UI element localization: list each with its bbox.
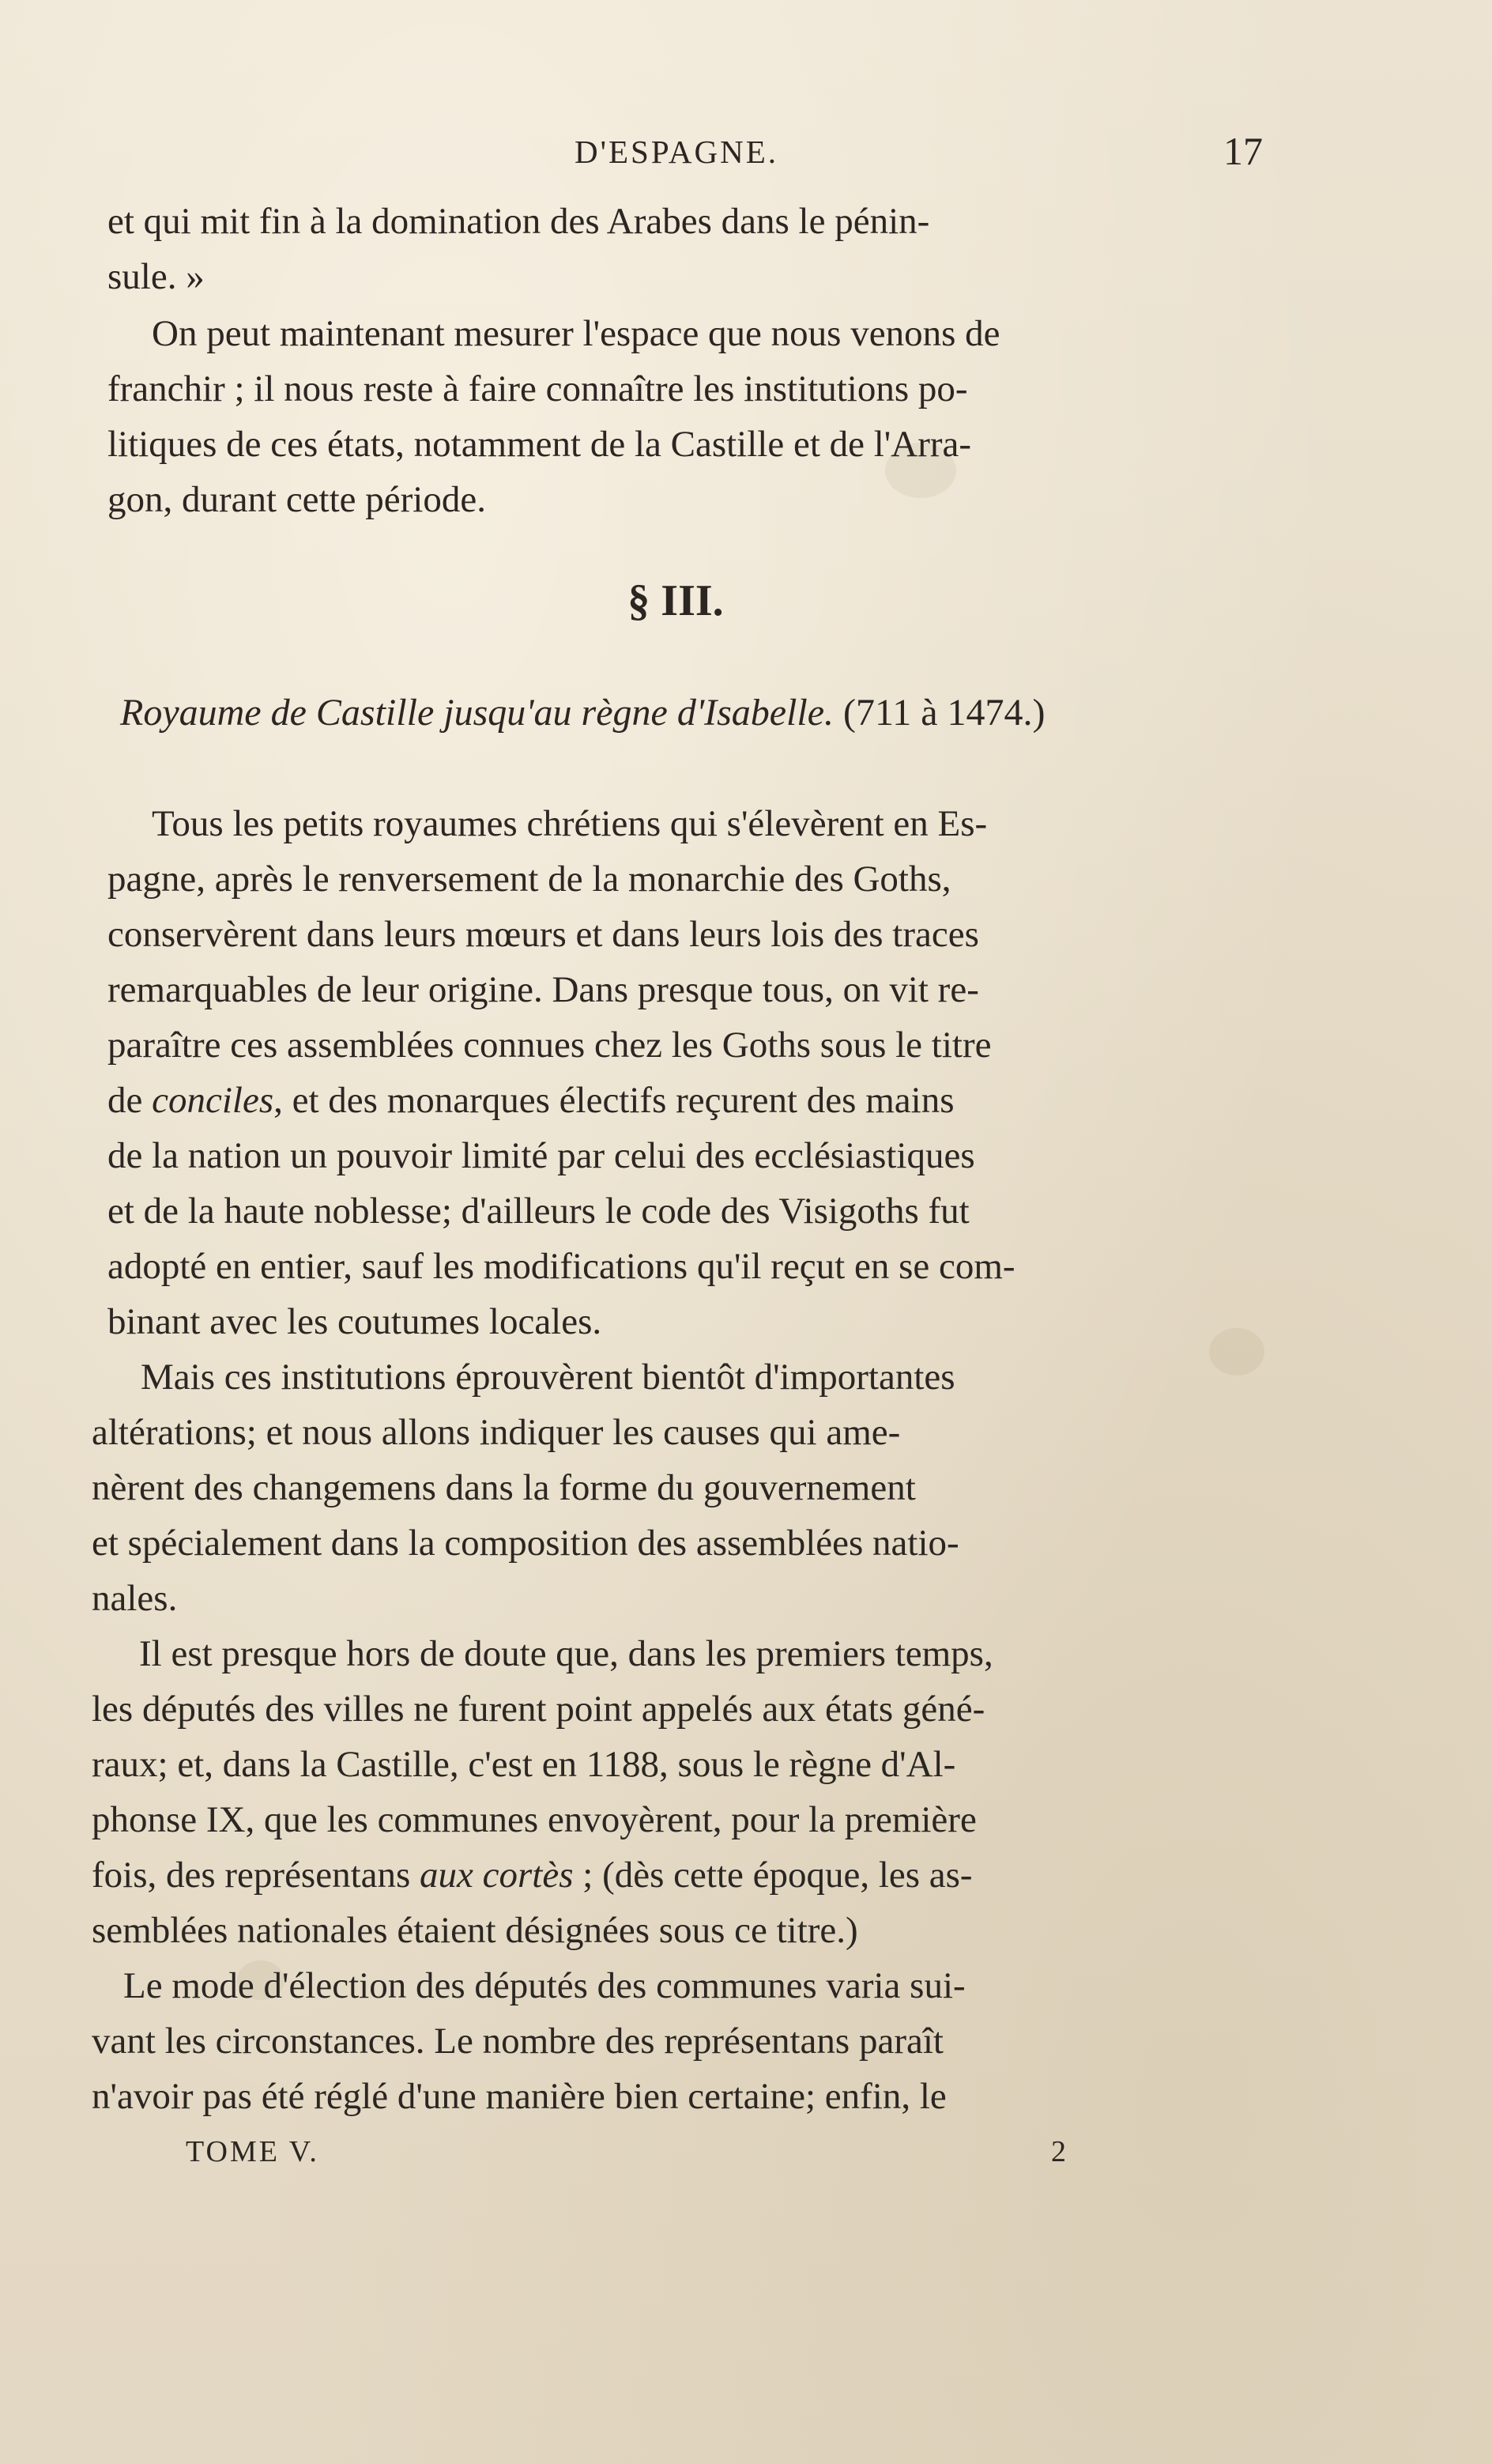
text-line: remarquables de leur origine. Dans presque tous, on vit re- [107, 969, 979, 1010]
text-line: n'avoir pas été réglé d'une manière bien certaine; enfin, le [92, 2076, 947, 2117]
text-line: vant les circonstances. Le nombre des représentans paraît [92, 2021, 944, 2062]
text-line: adopté en entier, sauf les modifications qu'il reçut en se com- [107, 1246, 1015, 1287]
section-title-text: Royaume de Castille jusqu'au règne d'Isabelle. [120, 692, 835, 734]
text-line: paraître ces assemblées connues chez les Goths sous le titre [107, 1024, 992, 1066]
section-title [120, 688, 1294, 738]
text-line: et qui mit fin à la domination des Arabes dans le pénin- [107, 201, 930, 242]
text-line: et spécialement dans la composition des assemblées natio- [92, 1523, 959, 1564]
text-line: nèrent des changemens dans la forme du gouvernement [92, 1467, 916, 1508]
text-line: les députés des villes ne furent point appelés aux états géné- [92, 1689, 985, 1730]
text-line: gon, durant cette période. [107, 479, 486, 520]
section-title-dates: (711 à 1474.) [843, 692, 1046, 734]
text-span: fois, des représentans [92, 1855, 420, 1896]
text-line: Tous les petits royaumes chrétiens qui s'élevèrent en Es- [152, 803, 988, 844]
text-line: sule. » [107, 256, 205, 297]
italic-term: conciles [152, 1080, 274, 1121]
text-line [107, 1077, 954, 1124]
text-line: pagne, après le renversement de la monarchie des Goths, [107, 858, 951, 900]
volume-label: TOME V. [186, 2135, 319, 2168]
text-line: nales. [92, 1578, 178, 1619]
text-line: raux; et, dans la Castille, c'est en 1188, sous le règne d'Al- [92, 1744, 956, 1785]
text-line: binant avec les coutumes locales. [107, 1301, 602, 1342]
text-line: de la nation un pouvoir limité par celui des ecclésiastiques [107, 1135, 975, 1176]
text-span: , et des monarques électifs reçurent des mains [273, 1080, 955, 1121]
text-line [92, 1851, 973, 1899]
italic-term: aux cortès [420, 1855, 574, 1896]
text-span: de [107, 1080, 153, 1121]
text-line: phonse IX, que les communes envoyèrent, pour la première [92, 1799, 977, 1840]
signature-mark: 2 [1051, 2135, 1066, 2168]
page-number: 17 [1223, 129, 1263, 173]
text-line: semblées nationales étaient désignées sous ce titre.) [92, 1910, 858, 1951]
text-line: et de la haute noblesse; d'ailleurs le code des Visigoths fut [107, 1190, 970, 1232]
page-body [89, 0, 1263, 2464]
text-line: franchir ; il nous reste à faire connaître les institutions po- [107, 368, 968, 409]
text-line: litiques de ces états, notamment de la Castille et de l'Arra- [107, 424, 972, 465]
text-line: Mais ces institutions éprouvèrent bientôt d'importantes [141, 1357, 955, 1398]
text-line: altérations; et nous allons indiquer les causes qui ame- [92, 1412, 901, 1453]
text-line: conservèrent dans leurs mœurs et dans leurs lois des traces [107, 914, 979, 955]
text-line: Le mode d'élection des députés des communes varia sui- [123, 1965, 966, 2006]
running-title: D'ESPAGNE. [575, 134, 779, 170]
text-span: ; (dès cette époque, les as- [573, 1855, 973, 1896]
text-line: On peut maintenant mesurer l'espace que nous venons de [152, 313, 1000, 354]
text-line: Il est presque hors de doute que, dans les premiers temps, [139, 1633, 993, 1674]
section-heading: § III. [627, 576, 724, 625]
